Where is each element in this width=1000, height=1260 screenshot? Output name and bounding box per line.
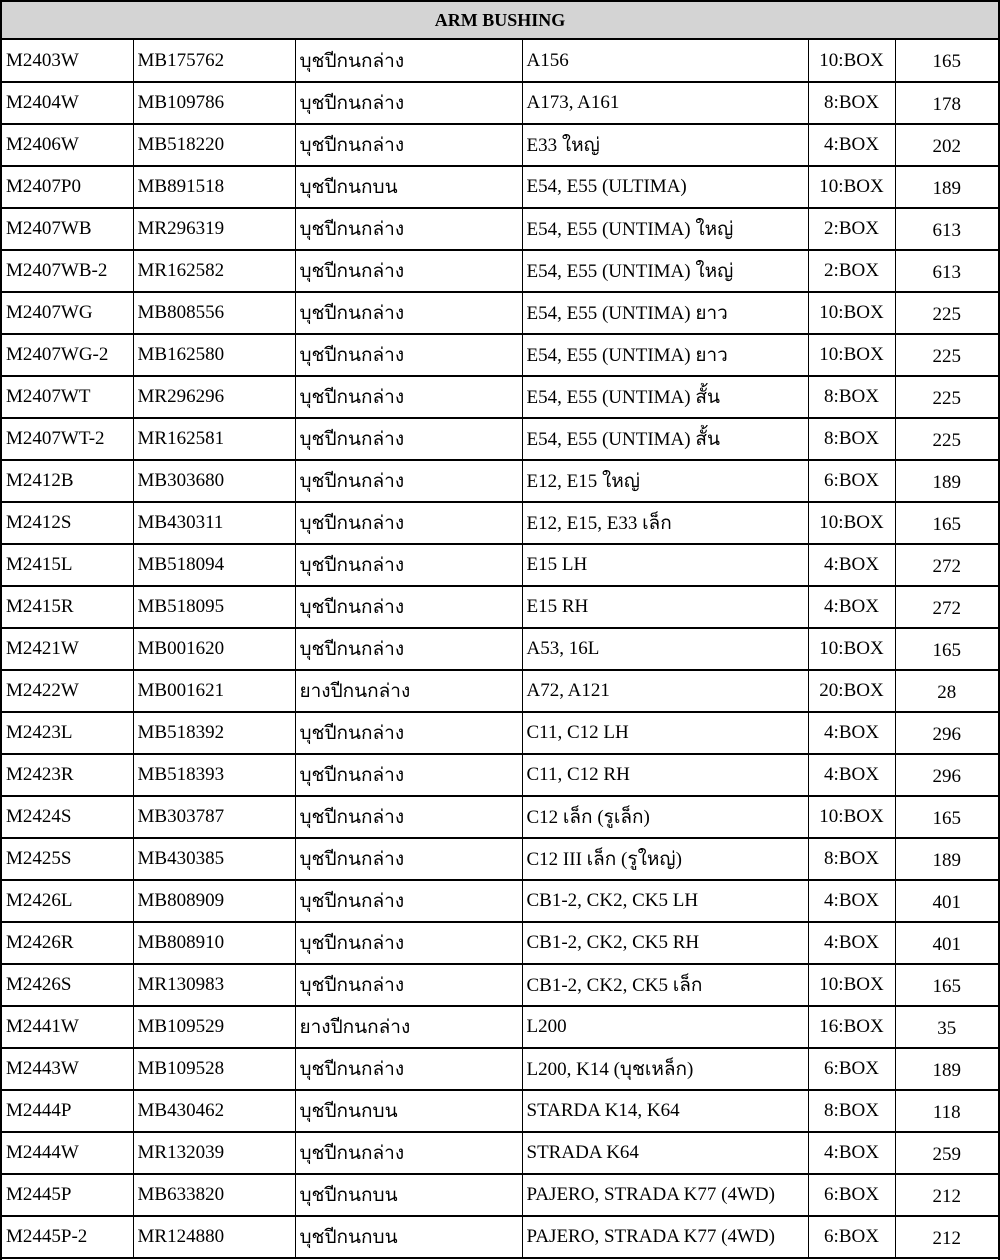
- model-cell: E54, E55 (UNTIMA) ใหญ่: [522, 250, 808, 292]
- model-cell: A173, A161: [522, 82, 808, 124]
- oem-number-cell: MR130983: [133, 964, 295, 1006]
- part-code-cell: M2424S: [2, 796, 133, 838]
- pack-qty-cell: 4:BOX: [808, 880, 895, 922]
- part-code-cell: M2425S: [2, 838, 133, 880]
- table-row: [2, 1048, 998, 1090]
- pack-qty-cell: 8:BOX: [808, 838, 895, 880]
- description-cell: บุชปีกนกล่าง: [295, 334, 522, 376]
- pack-qty-cell: 4:BOX: [808, 1132, 895, 1174]
- model-cell: STARDA K14, K64: [522, 1090, 808, 1132]
- description-cell: บุชปีกนกล่าง: [295, 376, 522, 418]
- description-cell: บุชปีกนกล่าง: [295, 964, 522, 1006]
- part-code-cell: M2407WT: [2, 376, 133, 418]
- model-cell: L200, K14 (บุชเหล็ก): [522, 1048, 808, 1090]
- oem-number-cell: MB001621: [133, 670, 295, 712]
- parts-table: [2, 40, 998, 1259]
- model-cell: A72, A121: [522, 670, 808, 712]
- part-code-cell: M2407WT-2: [2, 418, 133, 460]
- table-row: [2, 712, 998, 754]
- description-cell: บุชปีกนกบน: [295, 1174, 522, 1216]
- model-cell: C12 III เล็ก (รูใหญ่): [522, 838, 808, 880]
- price-cell: 401: [895, 922, 998, 964]
- oem-number-cell: MR162581: [133, 418, 295, 460]
- price-cell: 28: [895, 670, 998, 712]
- pack-qty-cell: 4:BOX: [808, 712, 895, 754]
- table-row: [2, 166, 998, 208]
- pack-qty-cell: 4:BOX: [808, 586, 895, 628]
- table-row: [2, 208, 998, 250]
- pack-qty-cell: 10:BOX: [808, 334, 895, 376]
- pack-qty-cell: 2:BOX: [808, 208, 895, 250]
- table-row: [2, 502, 998, 544]
- description-cell: บุชปีกนกล่าง: [295, 586, 522, 628]
- pack-qty-cell: 2:BOX: [808, 250, 895, 292]
- pack-qty-cell: 8:BOX: [808, 1090, 895, 1132]
- pack-qty-cell: 4:BOX: [808, 544, 895, 586]
- table-row: [2, 376, 998, 418]
- price-cell: 296: [895, 754, 998, 796]
- model-cell: C12 เล็ก (รูเล็ก): [522, 796, 808, 838]
- part-code-cell: M2403W: [2, 40, 133, 82]
- table-row: [2, 40, 998, 82]
- part-code-cell: M2422W: [2, 670, 133, 712]
- oem-number-cell: MR296319: [133, 208, 295, 250]
- pack-qty-cell: 6:BOX: [808, 460, 895, 502]
- pack-qty-cell: 8:BOX: [808, 418, 895, 460]
- oem-number-cell: MB175762: [133, 40, 295, 82]
- part-code-cell: M2407WB-2: [2, 250, 133, 292]
- table-row: [2, 82, 998, 124]
- price-cell: 189: [895, 1048, 998, 1090]
- oem-number-cell: MB162580: [133, 334, 295, 376]
- description-cell: บุชปีกนกล่าง: [295, 922, 522, 964]
- price-cell: 165: [895, 964, 998, 1006]
- pack-qty-cell: 10:BOX: [808, 628, 895, 670]
- description-cell: บุชปีกนกล่าง: [295, 292, 522, 334]
- oem-number-cell: MB109528: [133, 1048, 295, 1090]
- model-cell: E15 LH: [522, 544, 808, 586]
- pack-qty-cell: 4:BOX: [808, 754, 895, 796]
- price-cell: 212: [895, 1216, 998, 1258]
- pack-qty-cell: 6:BOX: [808, 1174, 895, 1216]
- part-code-cell: M2421W: [2, 628, 133, 670]
- part-code-cell: M2404W: [2, 82, 133, 124]
- oem-number-cell: MR162582: [133, 250, 295, 292]
- table-row: [2, 460, 998, 502]
- description-cell: บุชปีกนกล่าง: [295, 1048, 522, 1090]
- part-code-cell: M2441W: [2, 1006, 133, 1048]
- price-cell: 225: [895, 334, 998, 376]
- oem-number-cell: MB518392: [133, 712, 295, 754]
- description-cell: บุชปีกนกล่าง: [295, 712, 522, 754]
- part-code-cell: M2423R: [2, 754, 133, 796]
- oem-number-cell: MB518095: [133, 586, 295, 628]
- oem-number-cell: MB303787: [133, 796, 295, 838]
- description-cell: บุชปีกนกล่าง: [295, 502, 522, 544]
- pack-qty-cell: 10:BOX: [808, 292, 895, 334]
- model-cell: E54, E55 (UNTIMA) ยาว: [522, 334, 808, 376]
- part-code-cell: M2445P: [2, 1174, 133, 1216]
- model-cell: E12, E15 ใหญ่: [522, 460, 808, 502]
- price-cell: 296: [895, 712, 998, 754]
- part-code-cell: M2444P: [2, 1090, 133, 1132]
- price-cell: 189: [895, 166, 998, 208]
- price-cell: 225: [895, 376, 998, 418]
- oem-number-cell: MB808910: [133, 922, 295, 964]
- table-row: [2, 754, 998, 796]
- price-cell: 225: [895, 418, 998, 460]
- oem-number-cell: MR124880: [133, 1216, 295, 1258]
- model-cell: C11, C12 RH: [522, 754, 808, 796]
- pack-qty-cell: 8:BOX: [808, 82, 895, 124]
- price-cell: 178: [895, 82, 998, 124]
- price-cell: 35: [895, 1006, 998, 1048]
- table-row: [2, 880, 998, 922]
- price-cell: 118: [895, 1090, 998, 1132]
- part-code-cell: M2407WG-2: [2, 334, 133, 376]
- description-cell: บุชปีกนกบน: [295, 1216, 522, 1258]
- table-row: [2, 964, 998, 1006]
- model-cell: E54, E55 (UNTIMA) สั้น: [522, 418, 808, 460]
- pack-qty-cell: 4:BOX: [808, 922, 895, 964]
- oem-number-cell: MR296296: [133, 376, 295, 418]
- price-cell: 165: [895, 40, 998, 82]
- description-cell: บุชปีกนกล่าง: [295, 418, 522, 460]
- pack-qty-cell: 6:BOX: [808, 1216, 895, 1258]
- price-cell: 165: [895, 502, 998, 544]
- table-row: [2, 124, 998, 166]
- model-cell: E54, E55 (ULTIMA): [522, 166, 808, 208]
- description-cell: บุชปีกนกล่าง: [295, 250, 522, 292]
- part-code-cell: M2444W: [2, 1132, 133, 1174]
- price-cell: 272: [895, 544, 998, 586]
- oem-number-cell: MB001620: [133, 628, 295, 670]
- table-row: [2, 1006, 998, 1048]
- model-cell: CB1-2, CK2, CK5 เล็ก: [522, 964, 808, 1006]
- part-code-cell: M2426L: [2, 880, 133, 922]
- pack-qty-cell: 8:BOX: [808, 376, 895, 418]
- pack-qty-cell: 10:BOX: [808, 502, 895, 544]
- description-cell: ยางปีกนกล่าง: [295, 670, 522, 712]
- description-cell: บุชปีกนกบน: [295, 1090, 522, 1132]
- model-cell: E12, E15, E33 เล็ก: [522, 502, 808, 544]
- model-cell: STRADA K64: [522, 1132, 808, 1174]
- model-cell: E54, E55 (UNTIMA) ยาว: [522, 292, 808, 334]
- table-row: [2, 628, 998, 670]
- oem-number-cell: MR132039: [133, 1132, 295, 1174]
- description-cell: บุชปีกนกล่าง: [295, 208, 522, 250]
- table-row: [2, 292, 998, 334]
- pack-qty-cell: 10:BOX: [808, 796, 895, 838]
- oem-number-cell: MB808909: [133, 880, 295, 922]
- pack-qty-cell: 4:BOX: [808, 124, 895, 166]
- table-row: [2, 922, 998, 964]
- pack-qty-cell: 10:BOX: [808, 166, 895, 208]
- price-cell: 165: [895, 628, 998, 670]
- part-code-cell: M2415R: [2, 586, 133, 628]
- oem-number-cell: MB518094: [133, 544, 295, 586]
- oem-number-cell: MB518393: [133, 754, 295, 796]
- table-row: [2, 334, 998, 376]
- part-code-cell: M2406W: [2, 124, 133, 166]
- price-cell: 401: [895, 880, 998, 922]
- part-code-cell: M2445P-2: [2, 1216, 133, 1258]
- oem-number-cell: MB518220: [133, 124, 295, 166]
- description-cell: บุชปีกนกล่าง: [295, 880, 522, 922]
- price-cell: 225: [895, 292, 998, 334]
- description-cell: บุชปีกนกล่าง: [295, 754, 522, 796]
- model-cell: E15 RH: [522, 586, 808, 628]
- model-cell: PAJERO, STRADA K77 (4WD): [522, 1174, 808, 1216]
- model-cell: E33 ใหญ่: [522, 124, 808, 166]
- table-row: [2, 670, 998, 712]
- part-code-cell: M2415L: [2, 544, 133, 586]
- table-row: [2, 544, 998, 586]
- table-row: [2, 838, 998, 880]
- price-cell: 212: [895, 1174, 998, 1216]
- description-cell: ยางปีกนกล่าง: [295, 1006, 522, 1048]
- table-row: [2, 586, 998, 628]
- oem-number-cell: MB633820: [133, 1174, 295, 1216]
- price-cell: 259: [895, 1132, 998, 1174]
- description-cell: บุชปีกนกล่าง: [295, 628, 522, 670]
- description-cell: บุชปีกนกล่าง: [295, 544, 522, 586]
- oem-number-cell: MB109786: [133, 82, 295, 124]
- table-row: [2, 250, 998, 292]
- description-cell: บุชปีกนกล่าง: [295, 838, 522, 880]
- oem-number-cell: MB430462: [133, 1090, 295, 1132]
- description-cell: บุชปีกนกล่าง: [295, 1132, 522, 1174]
- model-cell: A156: [522, 40, 808, 82]
- part-code-cell: M2412B: [2, 460, 133, 502]
- part-code-cell: M2426R: [2, 922, 133, 964]
- pack-qty-cell: 6:BOX: [808, 1048, 895, 1090]
- price-cell: 272: [895, 586, 998, 628]
- price-cell: 165: [895, 796, 998, 838]
- oem-number-cell: MB430385: [133, 838, 295, 880]
- part-code-cell: M2412S: [2, 502, 133, 544]
- model-cell: CB1-2, CK2, CK5 LH: [522, 880, 808, 922]
- oem-number-cell: MB808556: [133, 292, 295, 334]
- description-cell: บุชปีกนกล่าง: [295, 796, 522, 838]
- table-row: [2, 1132, 998, 1174]
- part-code-cell: M2443W: [2, 1048, 133, 1090]
- price-cell: 613: [895, 250, 998, 292]
- table-row: [2, 1174, 998, 1216]
- description-cell: บุชปีกนกล่าง: [295, 460, 522, 502]
- pack-qty-cell: 20:BOX: [808, 670, 895, 712]
- model-cell: C11, C12 LH: [522, 712, 808, 754]
- part-code-cell: M2407P0: [2, 166, 133, 208]
- pack-qty-cell: 16:BOX: [808, 1006, 895, 1048]
- price-cell: 189: [895, 460, 998, 502]
- description-cell: บุชปีกนกล่าง: [295, 40, 522, 82]
- price-cell: 189: [895, 838, 998, 880]
- oem-number-cell: MB430311: [133, 502, 295, 544]
- model-cell: PAJERO, STRADA K77 (4WD): [522, 1216, 808, 1258]
- part-code-cell: M2407WB: [2, 208, 133, 250]
- part-code-cell: M2426S: [2, 964, 133, 1006]
- oem-number-cell: MB303680: [133, 460, 295, 502]
- parts-table-body: [2, 40, 998, 1258]
- oem-number-cell: MB109529: [133, 1006, 295, 1048]
- part-code-cell: M2423L: [2, 712, 133, 754]
- pack-qty-cell: 10:BOX: [808, 40, 895, 82]
- description-cell: บุชปีกนกล่าง: [295, 82, 522, 124]
- description-cell: บุชปีกนกบน: [295, 166, 522, 208]
- model-cell: CB1-2, CK2, CK5 RH: [522, 922, 808, 964]
- section-title: ARM BUSHING: [2, 0, 998, 40]
- pack-qty-cell: 10:BOX: [808, 964, 895, 1006]
- price-cell: 202: [895, 124, 998, 166]
- table-row: [2, 1216, 998, 1258]
- model-cell: E54, E55 (UNTIMA) ใหญ่: [522, 208, 808, 250]
- description-cell: บุชปีกนกล่าง: [295, 124, 522, 166]
- table-row: [2, 796, 998, 838]
- part-code-cell: M2407WG: [2, 292, 133, 334]
- table-row: [2, 1090, 998, 1132]
- oem-number-cell: MB891518: [133, 166, 295, 208]
- table-row: [2, 418, 998, 460]
- model-cell: A53, 16L: [522, 628, 808, 670]
- model-cell: L200: [522, 1006, 808, 1048]
- model-cell: E54, E55 (UNTIMA) สั้น: [522, 376, 808, 418]
- price-cell: 613: [895, 208, 998, 250]
